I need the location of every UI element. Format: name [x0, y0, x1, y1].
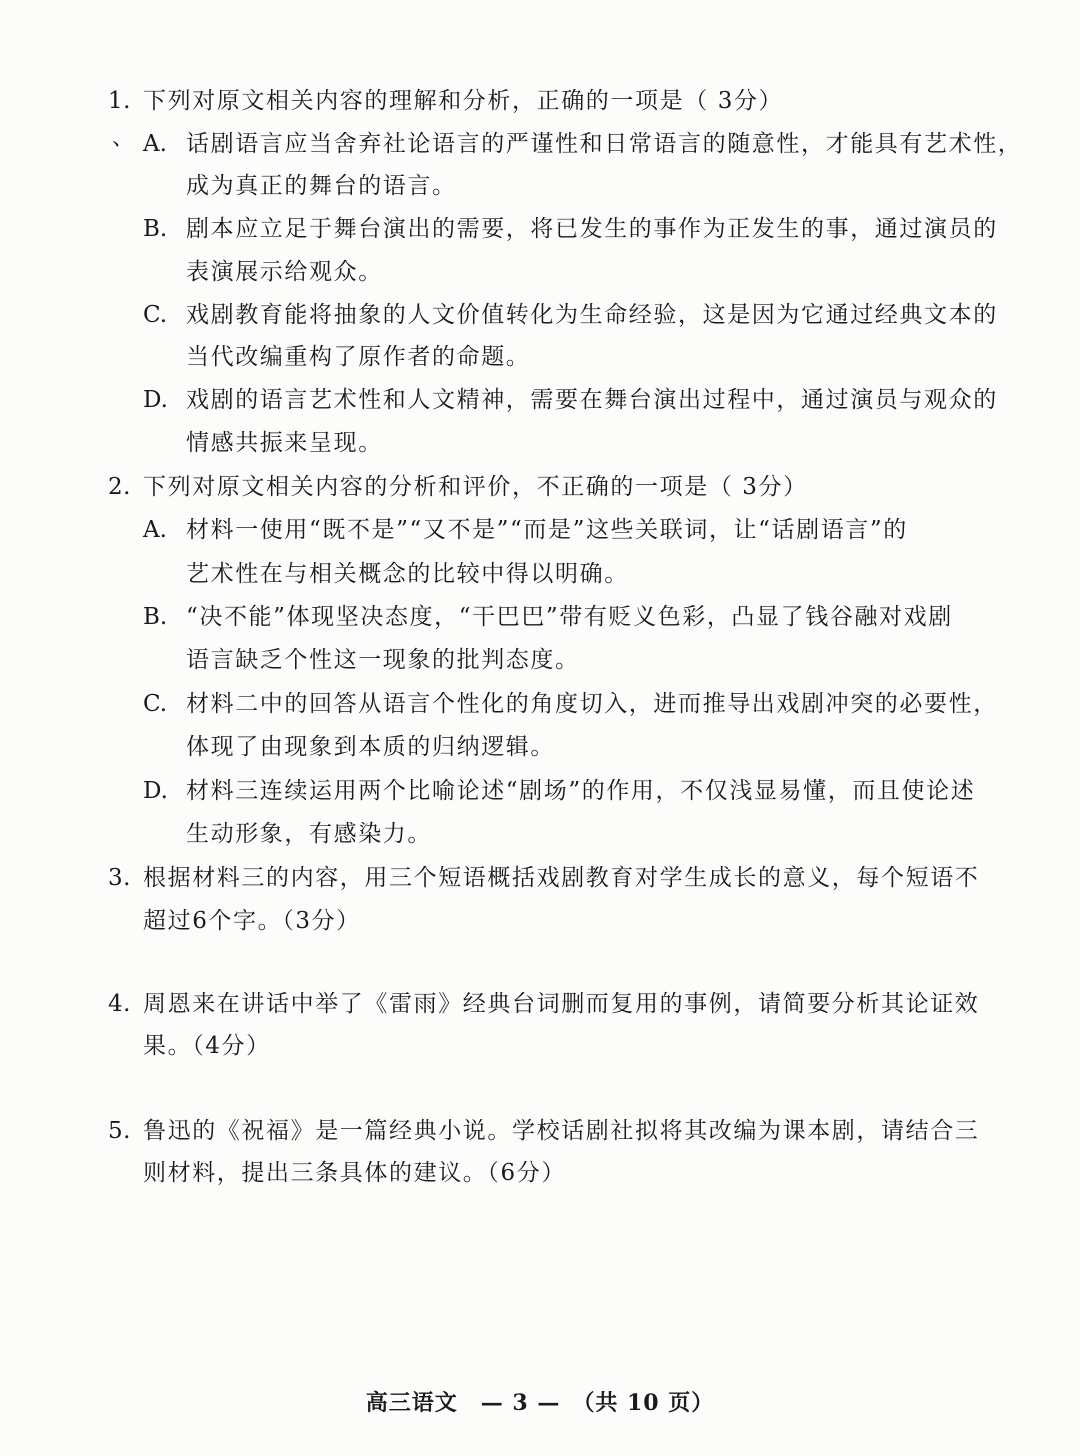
question-1-option-d-text-cont: 情感共振来呈现。: [186, 430, 383, 456]
question-2-option-a-label: A.: [143, 517, 167, 543]
question-2-number: 2.: [108, 474, 131, 500]
question-3-number: 3.: [108, 865, 131, 891]
stray-mark: 、: [112, 126, 135, 151]
question-1-option-b-label: B.: [143, 216, 168, 242]
question-2-option-c-label: C.: [143, 691, 168, 717]
question-1-option-a-label: A.: [143, 131, 167, 157]
question-1-option-a-text-cont: 成为真正的舞台的语言。: [186, 173, 457, 199]
question-1-number: 1.: [108, 88, 131, 114]
question-2-option-d-text-cont: 生动形象，有感染力。: [186, 821, 432, 847]
question-1-option-d-text: 戏剧的语言艺术性和人文精神，需要在舞台演出过程中，通过演员与观众的: [186, 387, 998, 413]
question-3-text: 根据材料三的内容，用三个短语概括戏剧教育对学生成长的意义，每个短语不: [143, 865, 980, 891]
question-2-option-a-text-cont: 艺术性在与相关概念的比较中得以明确。: [186, 561, 629, 587]
question-4-number: 4.: [108, 991, 131, 1017]
question-2-option-a-text: 材料一使用“既不是”“又不是”“而是”这些关联词，让“话剧语言”的: [186, 517, 908, 543]
question-1-option-c-label: C.: [143, 302, 168, 328]
question-2-option-b-text: “决不能”体现坚决态度，“干巴巴”带有贬义色彩，凸显了钱谷融对戏剧: [186, 604, 953, 630]
question-1-option-b-text-cont: 表演展示给观众。: [186, 259, 383, 285]
question-1-text: 下列对原文相关内容的理解和分析，正确的一项是（ 3分）: [143, 88, 784, 114]
question-2-option-c-text-cont: 体现了由现象到本质的归纳逻辑。: [186, 734, 555, 760]
question-5-text-cont: 则材料，提出三条具体的建议。（6分）: [143, 1160, 566, 1186]
page-footer: 高三语文 — 3 — （共 10 页）: [365, 1390, 715, 1416]
question-3-text-cont: 超过6个字。（3分）: [143, 908, 361, 934]
question-2-option-c-text: 材料二中的回答从语言个性化的角度切入，进而推导出戏剧冲突的必要性，: [186, 691, 998, 717]
question-1-option-d-label: D.: [143, 387, 168, 413]
question-1-option-c-text-cont: 当代改编重构了原作者的命题。: [186, 344, 531, 370]
question-1-option-b-text: 剧本应立足于舞台演出的需要，将已发生的事作为正发生的事，通过演员的: [186, 216, 998, 242]
question-4-text: 周恩来在讲话中举了《雷雨》经典台词删而复用的事例，请简要分析其论证效: [143, 991, 980, 1017]
question-1-option-c-text: 戏剧教育能将抽象的人文价值转化为生命经验，这是因为它通过经典文本的: [186, 302, 998, 328]
question-2-option-d-text: 材料三连续运用两个比喻论述“剧场”的作用，不仅浅显易懂，而且使论述: [186, 778, 976, 804]
question-5-number: 5.: [108, 1118, 131, 1144]
question-2-text: 下列对原文相关内容的分析和评价，不正确的一项是（ 3分）: [143, 474, 808, 500]
question-2-option-d-label: D.: [143, 778, 168, 804]
question-4-text-cont: 果。（4分）: [143, 1033, 271, 1059]
question-5-text: 鲁迅的《祝福》是一篇经典小说。学校话剧社拟将其改编为课本剧，请结合三: [143, 1118, 980, 1144]
question-2-option-b-label: B.: [143, 604, 168, 630]
question-2-option-b-text-cont: 语言缺乏个性这一现象的批判态度。: [186, 647, 580, 673]
question-1-option-a-text: 话剧语言应当舍弃社论语言的严谨性和日常语言的随意性，才能具有艺术性，: [186, 131, 1023, 157]
